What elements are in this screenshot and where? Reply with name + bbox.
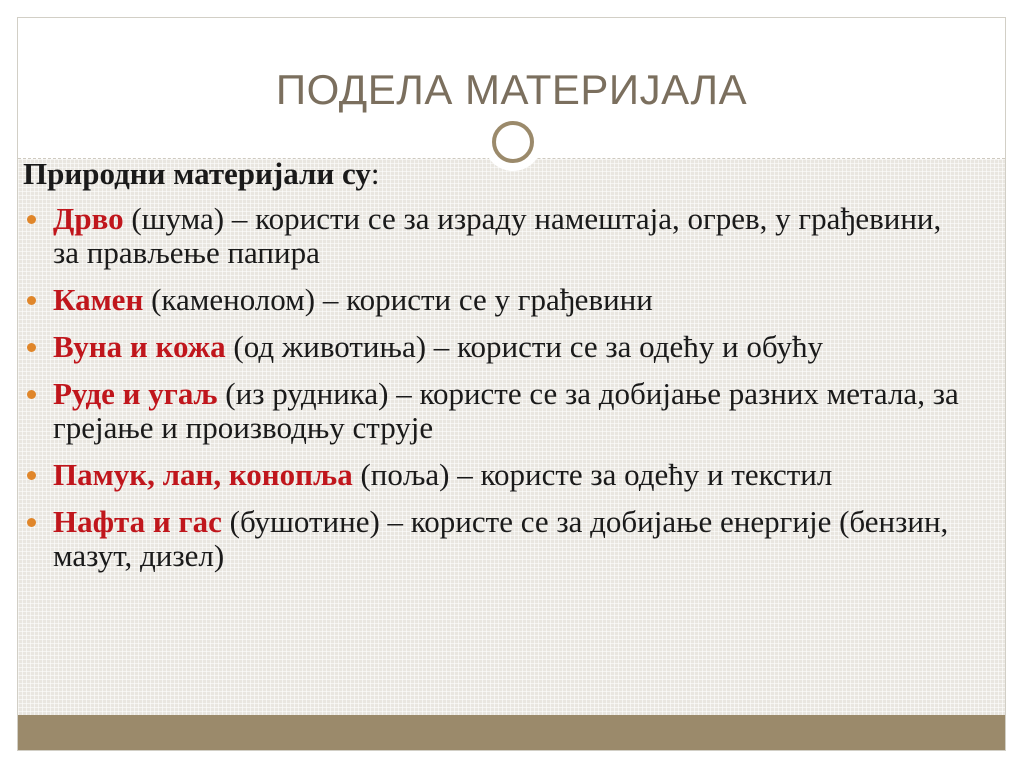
bullet-icon	[27, 296, 36, 305]
item-description: (бушотине) – користе се за добијање енергије (бензин, мазут, дизел)	[53, 504, 949, 573]
slide-body	[23, 157, 973, 586]
item-term: Памук, лан, конопља	[53, 457, 353, 492]
item-term: Вуна и кожа	[53, 329, 226, 364]
list-item	[23, 458, 973, 492]
list-item	[23, 505, 973, 573]
item-description: (каменолом) – користи се у грађевини	[143, 282, 653, 317]
item-term: Дрво	[53, 201, 124, 236]
list-item	[23, 283, 973, 317]
bullet-icon	[27, 215, 36, 224]
list-item	[23, 330, 973, 364]
bullet-icon	[27, 390, 36, 399]
bullet-icon	[27, 471, 36, 480]
footer-bar	[18, 715, 1005, 750]
bullet-icon	[27, 518, 36, 527]
item-term: Камен	[53, 282, 144, 317]
slide-title: ПОДЕЛА МАТЕРИЈАЛА	[275, 66, 748, 113]
list-item	[23, 202, 973, 270]
item-term: Нафта и гас	[53, 504, 222, 539]
intro-heading: Природни материјали су	[23, 156, 371, 191]
list-item	[23, 377, 973, 445]
intro-colon: :	[370, 156, 380, 191]
item-description: (шума) – користи се за израду намештаја, огрев, у грађевини, за прављење папира	[53, 201, 942, 270]
item-term: Руде и угаљ	[53, 376, 218, 411]
bullet-icon	[27, 343, 36, 352]
item-description: (поља) – користе за одећу и текстил	[352, 457, 833, 492]
item-description: (од животиња) – користи се за одећу и обућу	[225, 329, 823, 364]
materials-list	[23, 202, 973, 573]
intro-line	[23, 157, 973, 191]
item-description: (из рудника) – користе се за добијање разних метала, за грејање и производњу струје	[53, 376, 959, 445]
